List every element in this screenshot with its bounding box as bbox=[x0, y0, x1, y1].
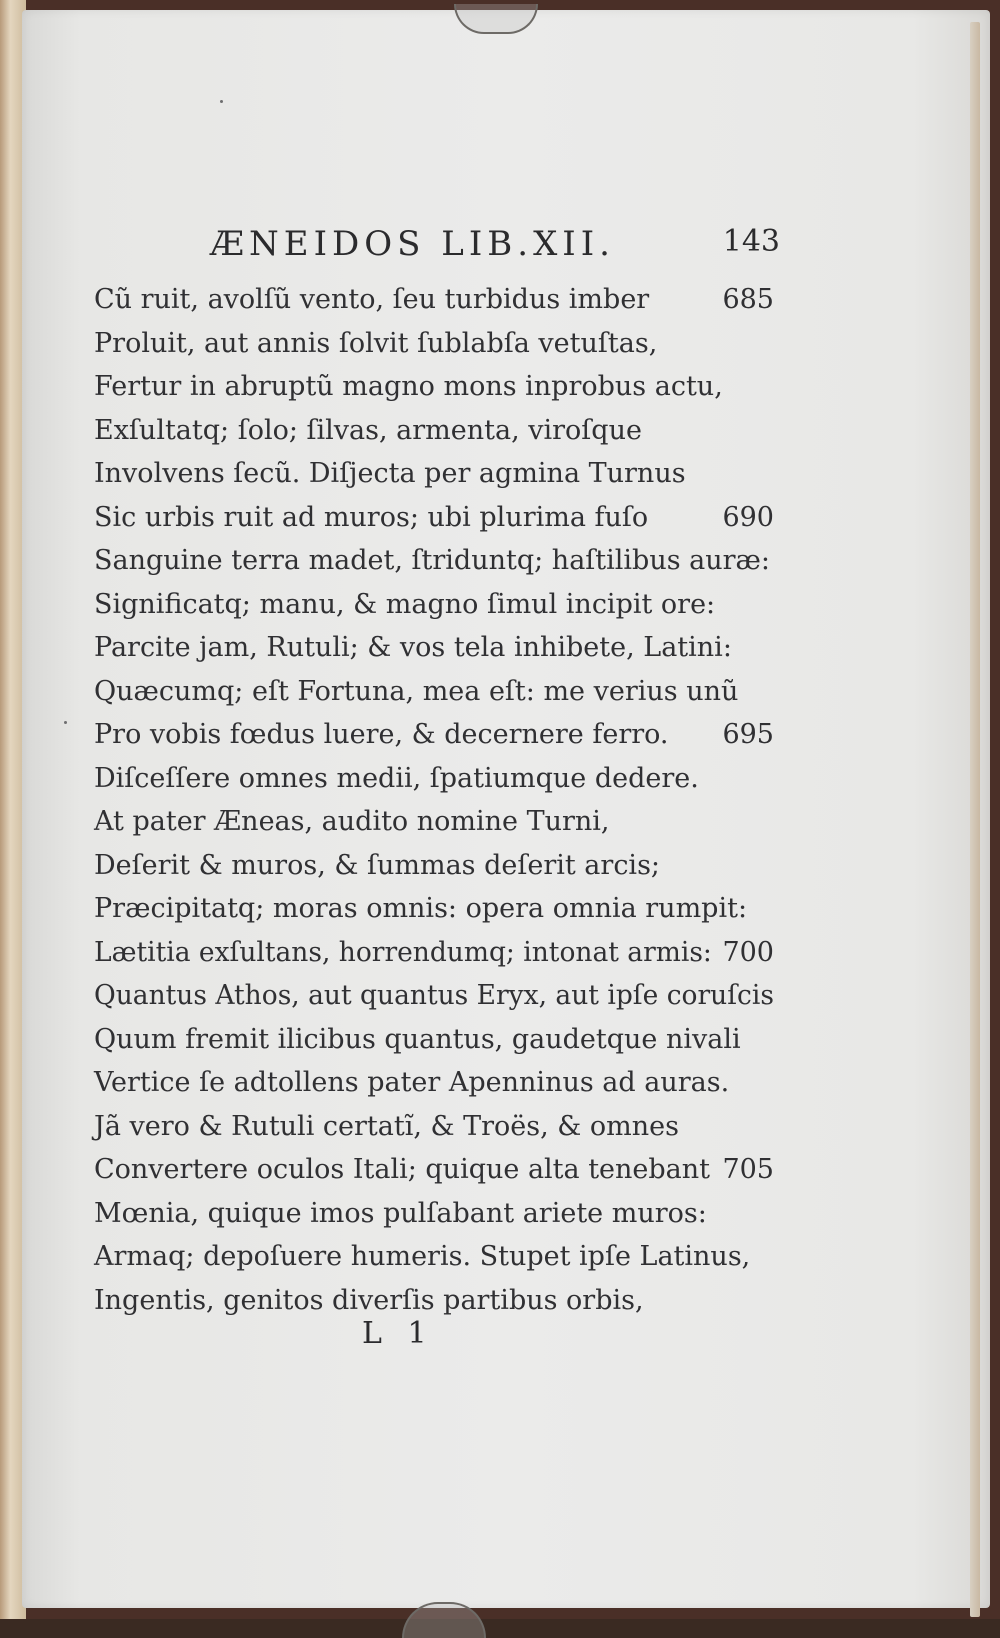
verse-line bbox=[94, 539, 774, 583]
verse-line bbox=[94, 887, 774, 931]
page-number: 143 bbox=[722, 224, 780, 259]
verse-block bbox=[94, 278, 774, 1322]
verse-text: At pater Æneas, audito nomine Turni, bbox=[94, 806, 610, 837]
verse-text: Proluit, aut annis ſolvit ſublabſa vetuſtas, bbox=[94, 327, 658, 359]
verse-line bbox=[94, 1235, 774, 1279]
verse-line bbox=[94, 278, 774, 322]
verse-line bbox=[94, 800, 774, 844]
verse-text: Deſerit & muros, & ſummas deſerit arcis; bbox=[94, 849, 661, 881]
verse-line bbox=[94, 1148, 774, 1192]
verse-text: Quæcumq; eſt Fortuna, mea eſt: me verius unũ bbox=[94, 675, 739, 707]
verse-line bbox=[94, 452, 774, 496]
verse-text: Fertur in abruptũ magno mons inprobus actu, bbox=[94, 371, 723, 402]
page-clip-bottom bbox=[402, 1602, 486, 1638]
verse-text: Præcipitatq; moras omnis: opera omnia rumpit: bbox=[94, 893, 748, 924]
line-number: 695 bbox=[722, 719, 774, 750]
running-header bbox=[210, 224, 780, 274]
verse-text: Cũ ruit, avolſũ vento, ſeu turbidus imber bbox=[94, 284, 650, 315]
verse-line bbox=[94, 931, 774, 975]
verse-line bbox=[94, 583, 774, 627]
verse-text: Convertere oculos Itali; quique alta tenebant bbox=[94, 1154, 711, 1185]
verse-text: Lætitia exſultans, horrendumq; intonat armis: bbox=[94, 936, 712, 968]
verse-text: Armaq; depoſuere humeris. Stupet ipſe Latinus, bbox=[94, 1241, 751, 1272]
verse-line bbox=[94, 626, 774, 670]
verse-text: Sic urbis ruit ad muros; ubi plurima fuſo bbox=[94, 501, 649, 533]
line-number: 690 bbox=[722, 501, 774, 533]
verse-line bbox=[94, 670, 774, 714]
verse-line bbox=[94, 974, 774, 1018]
verse-text: Vertice ſe adtollens pater Apenninus ad auras. bbox=[94, 1067, 730, 1098]
verse-text: Sanguine terra madet, ſtriduntq; haſtilibus auræ: bbox=[94, 545, 771, 576]
verse-line bbox=[94, 1105, 774, 1149]
verse-line bbox=[94, 1192, 774, 1236]
page-fore-edge bbox=[970, 22, 980, 1617]
verse-line bbox=[94, 322, 774, 366]
line-number: 685 bbox=[722, 284, 774, 315]
verse-text: Pro vobis fœdus luere, & decernere ferro. bbox=[94, 719, 669, 750]
line-number: 705 bbox=[722, 1154, 774, 1185]
verse-line bbox=[94, 409, 774, 453]
verse-text: Exſultatq; ſolo; ſilvas, armenta, viroſque bbox=[94, 414, 642, 446]
verse-text: Ingentis, genitos diverſis partibus orbis, bbox=[94, 1284, 644, 1316]
ink-speck bbox=[64, 721, 67, 724]
verse-text: Significatq; manu, & magno ſimul incipit ore: bbox=[94, 588, 716, 620]
verse-text: Jã vero & Rutuli certatĩ, & Troës, & omnes bbox=[94, 1110, 679, 1142]
verse-line bbox=[94, 496, 774, 540]
verse-text: Parcite jam, Rutuli; & vos tela inhibete, Latini: bbox=[94, 632, 732, 663]
verse-text: Mœnia, quique imos pulſabant ariete muros: bbox=[94, 1197, 707, 1229]
verse-text: Quantus Athos, aut quantus Eryx, aut ipſe coruſcis bbox=[94, 980, 774, 1011]
verse-line bbox=[94, 757, 774, 801]
line-number: 700 bbox=[722, 936, 774, 968]
page-clip-top bbox=[454, 4, 538, 34]
verse-line bbox=[94, 1018, 774, 1062]
ink-speck bbox=[220, 100, 223, 103]
verse-line bbox=[94, 844, 774, 888]
verse-line bbox=[94, 365, 774, 409]
verse-text: Involvens ſecũ. Diſjecta per agmina Turnus bbox=[94, 458, 686, 489]
running-title: ÆNEIDOS LIB.XII. bbox=[210, 224, 615, 264]
verse-line bbox=[94, 1061, 774, 1105]
verse-text: Diſceſſere omnes medii, ſpatiumque dedere. bbox=[94, 762, 699, 794]
signature-mark: L 1 bbox=[362, 1316, 435, 1351]
verse-text: Quum fremit ilicibus quantus, gaudetque nivali bbox=[94, 1023, 741, 1055]
verse-line bbox=[94, 713, 774, 757]
